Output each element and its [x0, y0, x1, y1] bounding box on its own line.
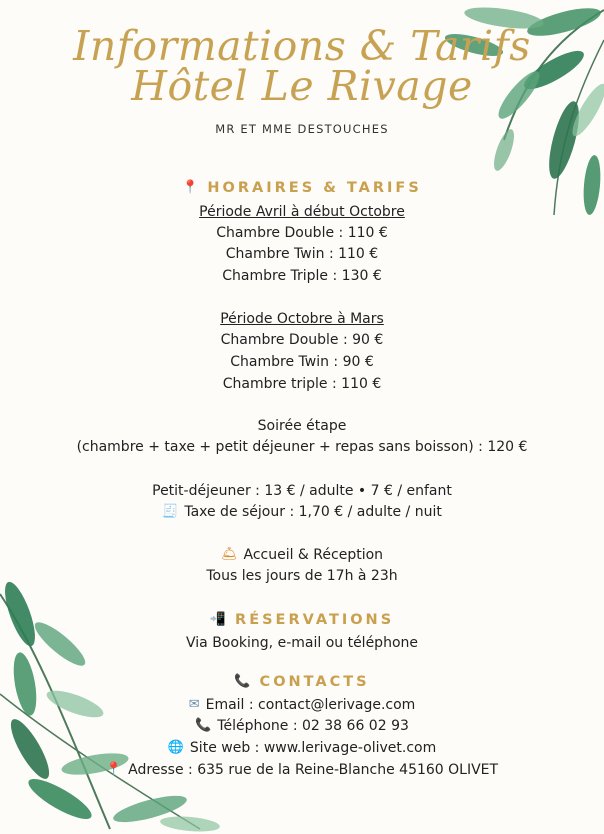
price-row: Chambre Twin : 90 € — [230, 354, 374, 370]
contact-phone: 📞 Téléphone : 02 38 66 02 93 — [195, 718, 409, 734]
owners-name: MR ET MME DESTOUCHES — [215, 122, 389, 136]
period-1-label: Période Avril à début Octobre — [199, 204, 405, 220]
receipt-icon: 🧾 — [162, 504, 179, 519]
phone-icon: 📞 — [234, 674, 254, 689]
contact-website: 🌐 Site web : www.lerivage-olivet.com — [167, 740, 437, 756]
period-2-label: Période Octobre à Mars — [220, 311, 384, 327]
pin-icon: 📍 — [105, 762, 123, 777]
mobile-phone-icon: 📲 — [209, 612, 230, 627]
heading-reservations: 📲 RÉSERVATIONS — [209, 612, 395, 628]
price-row: Chambre Triple : 130 € — [222, 268, 382, 284]
phone-icon: 📞 — [195, 718, 212, 733]
tourist-tax: 🧾 Taxe de séjour : 1,70 € / adulte / nuit — [162, 504, 442, 520]
contact-email: ✉ Email : contact@lerivage.com — [188, 697, 416, 713]
contact-address: 📍 Adresse : 635 rue de la Reine-Blanche 45160 OLIVET — [105, 762, 499, 778]
soiree-etape-label: Soirée étape — [257, 418, 347, 434]
pin-icon: 📍 — [182, 180, 202, 195]
reservation-methods: Via Booking, e-mail ou téléphone — [186, 635, 418, 651]
soiree-etape-detail: (chambre + taxe + petit déjeuner + repas sans boisson) : 120 € — [76, 439, 528, 455]
reception-hours: Tous les jours de 17h à 23h — [206, 568, 398, 584]
heading-contacts: 📞 CONTACTS — [234, 674, 370, 690]
price-row: Chambre Double : 90 € — [220, 332, 384, 348]
envelope-icon: ✉ — [188, 697, 200, 712]
globe-icon: 🌐 — [167, 740, 184, 755]
breakfast-price: Petit-déjeuner : 13 € / adulte • 7 € / enfant — [152, 483, 452, 499]
reception-label: 🛎 Accueil & Réception — [220, 547, 384, 563]
page-title: Informations & Tarifs — [73, 22, 531, 70]
price-row: Chambre Twin : 110 € — [225, 246, 379, 262]
reception-bell-icon: 🛎 — [220, 547, 238, 562]
price-row: Chambre triple : 110 € — [222, 376, 382, 392]
hotel-name: Hôtel Le Rivage — [131, 62, 473, 110]
price-row: Chambre Double : 110 € — [216, 225, 388, 241]
heading-horaires-tarifs: 📍 HORAIRES & TARIFS — [182, 180, 422, 196]
